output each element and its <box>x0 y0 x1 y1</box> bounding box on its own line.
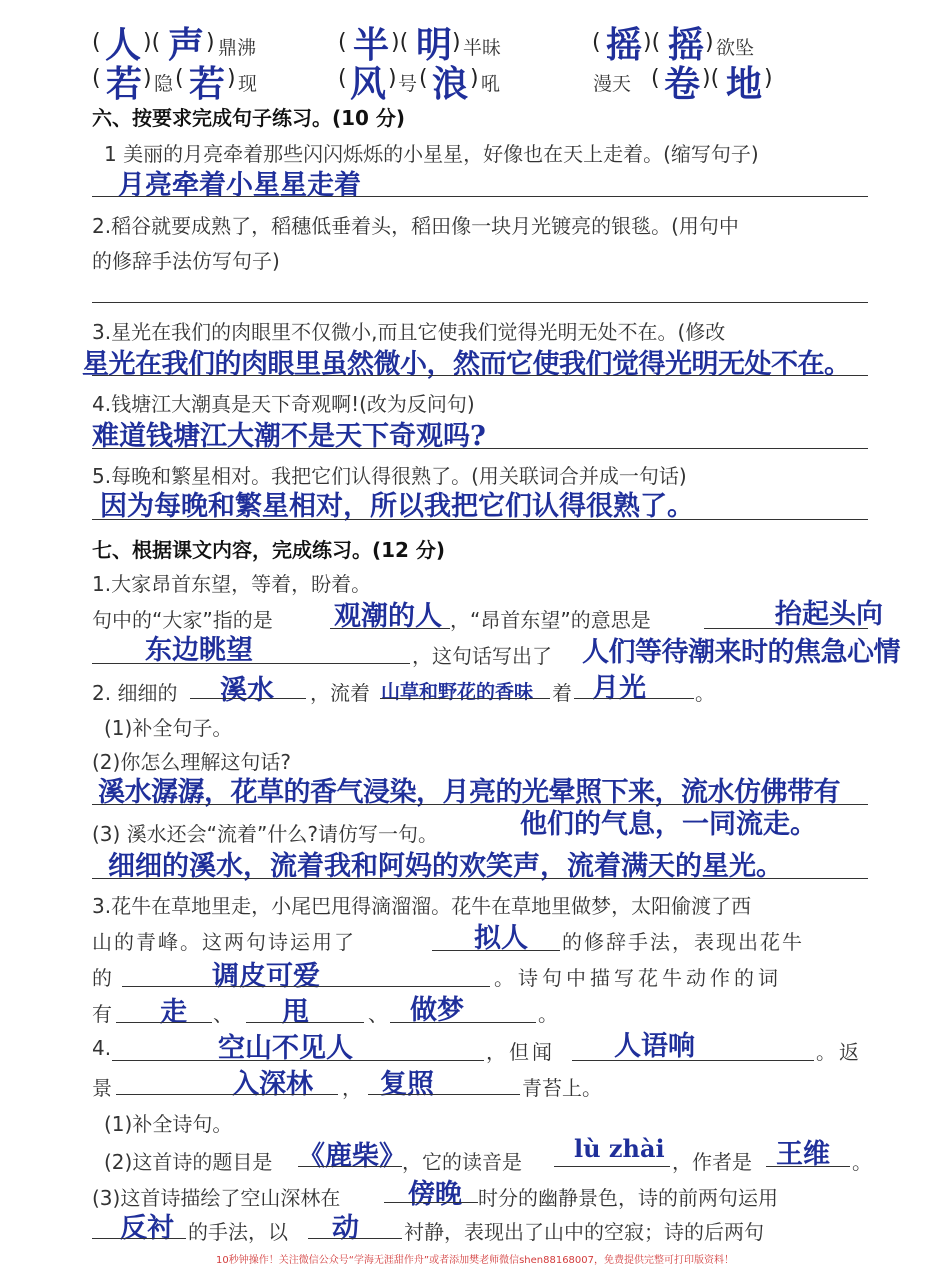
answer-text: 抬起头向 <box>775 599 883 630</box>
answer-line <box>704 628 868 629</box>
paren-close: ) <box>206 30 215 55</box>
answer-line <box>116 1022 212 1023</box>
question-text: 的修辞手法，表现出花牛 <box>562 930 804 954</box>
answer-text: 动 <box>332 1213 359 1244</box>
separator: 、 <box>213 1002 233 1026</box>
question-text: 。返 <box>816 1040 862 1064</box>
question-text: 4.钱塘江大潮真是天下奇观啊!(改为反问句) <box>92 392 475 416</box>
question-text: ， <box>342 1076 362 1100</box>
answer-char: 明 <box>416 24 453 66</box>
answer-text: 细细的溪水，流着我和阿妈的欢笑声，流着满天的星光。 <box>108 851 783 882</box>
answer-line <box>766 1166 850 1167</box>
answer-text: 溪水 <box>220 675 274 706</box>
answer-text: 做梦 <box>410 995 464 1026</box>
paren-close: ) <box>388 66 397 91</box>
paren-open: ( <box>338 30 347 55</box>
sub-question: (1)补全句子。 <box>104 716 233 740</box>
idiom-tail: 半昧 <box>463 37 502 59</box>
answer-text: 难道钱塘江大潮不是天下奇观吗? <box>92 421 486 452</box>
paren-close: ) <box>705 30 714 55</box>
paren-close: ) <box>452 30 461 55</box>
paren-open: ( <box>92 30 101 55</box>
answer-text: lù zhài <box>574 1134 665 1163</box>
answer-line <box>368 1094 520 1095</box>
answer-char: 摇 <box>606 24 643 66</box>
answer-line <box>390 1022 536 1023</box>
answer-text: 调皮可爱 <box>212 961 320 992</box>
answer-char: 声 <box>168 24 205 66</box>
answer-line <box>92 375 868 376</box>
question-text: 景 <box>92 1076 112 1100</box>
question-text: 2.稻谷就要成熟了，稻穗低垂着头，稻田像一块月光镀亮的银毯。(用句中 <box>92 214 739 238</box>
paren-open: ( <box>175 66 184 91</box>
answer-text: 星光在我们的肉眼里虽然微小，然而它使我们觉得光明无处不在。 <box>82 349 851 380</box>
paren-open: ( <box>592 30 601 55</box>
paren-open: ( <box>419 66 428 91</box>
sub-question: (2)你怎么理解这句话? <box>92 750 291 774</box>
answer-text: 人语响 <box>614 1031 695 1062</box>
sub-question: ，作者是 <box>672 1150 752 1174</box>
separator: 、 <box>368 1002 388 1026</box>
question-text: 有 <box>92 1002 112 1026</box>
question-text: 2. 细细的 <box>92 681 178 705</box>
question-text: 的修辞手法仿写句子) <box>92 249 280 273</box>
answer-text: 观潮的人 <box>334 601 442 632</box>
answer-char: 半 <box>353 24 390 66</box>
answer-char: 浪 <box>432 63 469 105</box>
answer-text: 反衬 <box>120 1213 174 1244</box>
answer-line <box>308 1238 402 1239</box>
answer-text: 因为每晚和繁星相对，所以我把它们认得很熟了。 <box>100 491 694 522</box>
answer-line <box>384 1202 478 1203</box>
answer-char: 人 <box>105 24 142 66</box>
answer-line <box>92 1238 186 1239</box>
question-text: ，“昂首东望”的意思是 <box>450 608 651 632</box>
answer-line <box>92 196 868 197</box>
answer-text: 甩 <box>282 997 309 1028</box>
paren-group: )( <box>143 30 161 55</box>
answer-text: 傍晚 <box>408 1179 462 1210</box>
paren-group: )( <box>391 30 409 55</box>
answer-text: 复照 <box>380 1069 434 1100</box>
answer-text: 空山不见人 <box>218 1033 353 1064</box>
question-text: 山的青峰。这两句诗运用了 <box>92 930 356 954</box>
answer-line <box>298 1166 402 1167</box>
question-text: 。诗句中描写花牛动作的词 <box>494 966 782 990</box>
answer-line <box>112 1060 484 1061</box>
question-text: 。 <box>538 1002 558 1026</box>
sub-question: (2)这首诗的题目是 <box>104 1150 273 1174</box>
answer-line <box>432 950 560 951</box>
question-text: 1 美丽的月亮牵着那些闪闪烁烁的小星星，好像也在天上走着。(缩写句子) <box>104 142 759 166</box>
answer-line <box>572 1060 814 1061</box>
paren-open: ( <box>651 66 660 91</box>
answer-text: 月亮牵着小星星走着 <box>118 170 361 201</box>
answer-line <box>554 1166 670 1167</box>
answer-text: 王维 <box>776 1139 830 1170</box>
idiom-mid: 号 <box>398 73 418 95</box>
answer-line <box>116 1094 338 1095</box>
answer-text: 他们的气息，一同流走。 <box>520 809 817 840</box>
answer-line <box>92 448 868 449</box>
paren-group: )( <box>702 66 720 91</box>
sub-question: 。 <box>852 1150 872 1174</box>
question-text: 青苔上。 <box>522 1076 602 1100</box>
paren-open: ( <box>92 66 101 91</box>
answer-line <box>92 302 868 303</box>
paren-close: ) <box>470 66 479 91</box>
sub-question: 时分的幽静景色，诗的前两句运用 <box>478 1186 778 1210</box>
question-text: 的 <box>92 966 112 990</box>
idiom-tail: 欲坠 <box>716 37 755 59</box>
answer-text: 走 <box>160 997 187 1028</box>
answer-text: 山草和野花的香味 <box>381 681 534 703</box>
paren-close: ) <box>764 66 773 91</box>
answer-line <box>330 628 450 629</box>
answer-char: 地 <box>726 63 763 105</box>
question-text: 3.星光在我们的肉眼里不仅微小,而且它使我们觉得光明无处不在。(修改 <box>92 320 726 344</box>
paren-close: ) <box>227 66 236 91</box>
question-text: 句中的“大家”指的是 <box>92 608 273 632</box>
answer-text: 人们等待潮来时的焦急心情 <box>582 637 900 668</box>
answer-line <box>92 878 868 879</box>
question-text: 4. <box>92 1036 112 1060</box>
idiom-tail: 现 <box>238 73 258 95</box>
question-text: ，流着 <box>310 681 370 705</box>
section-title: 七、根据课文内容，完成练习。(12 分) <box>92 538 446 562</box>
question-text: 着 <box>552 681 572 705</box>
answer-char: 摇 <box>668 24 705 66</box>
answer-char: 风 <box>350 63 387 105</box>
question-text: 1.大家昂首东望，等着，盼着。 <box>92 572 372 596</box>
answer-line <box>246 1022 364 1023</box>
sub-question: (3)这首诗描绘了空山深林在 <box>92 1186 341 1210</box>
idiom-tail: 吼 <box>481 73 501 95</box>
idiom-head: 漫天 <box>593 73 632 95</box>
answer-line <box>380 698 550 699</box>
idiom-mid: 隐 <box>154 73 174 95</box>
question-text: 。 <box>695 681 715 705</box>
paren-close: ) <box>143 66 152 91</box>
answer-text: 东边眺望 <box>145 635 253 666</box>
idiom-tail: 鼎沸 <box>218 37 257 59</box>
paren-open: ( <box>338 66 347 91</box>
answer-char: 若 <box>189 63 226 105</box>
answer-text: 《鹿柴》 <box>298 1141 406 1172</box>
sub-question: (3) 溪水还会“流着”什么?请仿写一句。 <box>92 822 439 846</box>
answer-char: 若 <box>106 63 143 105</box>
question-text: ，这句话写出了 <box>412 644 552 668</box>
answer-line <box>92 519 868 520</box>
answer-line <box>92 663 410 664</box>
answer-line <box>574 698 694 699</box>
answer-text: 月光 <box>592 673 646 704</box>
question-text: 5.每晚和繁星相对。我把它们认得很熟了。(用关联词合并成一句话) <box>92 464 687 488</box>
sub-question: 的手法，以 <box>188 1220 288 1244</box>
answer-text: 溪水潺潺，花草的香气浸染，月亮的光晕照下来，流水仿佛带有 <box>98 777 840 808</box>
sub-question: ，它的读音是 <box>402 1150 522 1174</box>
sub-question: 衬静，表现出了山中的空寂；诗的后两句 <box>404 1220 764 1244</box>
paren-group: )( <box>643 30 661 55</box>
question-text: 3.花牛在草地里走，小尾巴甩得滴溜溜。花牛在草地里做梦，太阳偷渡了西 <box>92 894 752 918</box>
answer-text: 拟人 <box>474 923 528 954</box>
answer-line <box>122 986 490 987</box>
footer-promo: 10秒钟操作！关注微信公众号“学海无涯甜作舟”或者添加樊老师微信shen88168007，免费提供完整可打印版资料！ <box>215 1255 735 1266</box>
answer-line <box>190 698 306 699</box>
section-title: 六、按要求完成句子练习。(10 分) <box>92 106 406 130</box>
answer-char: 卷 <box>664 63 701 105</box>
question-text: ，但闻 <box>486 1040 555 1064</box>
sub-question: (1)补全诗句。 <box>104 1112 233 1136</box>
answer-text: 入深林 <box>232 1069 313 1100</box>
